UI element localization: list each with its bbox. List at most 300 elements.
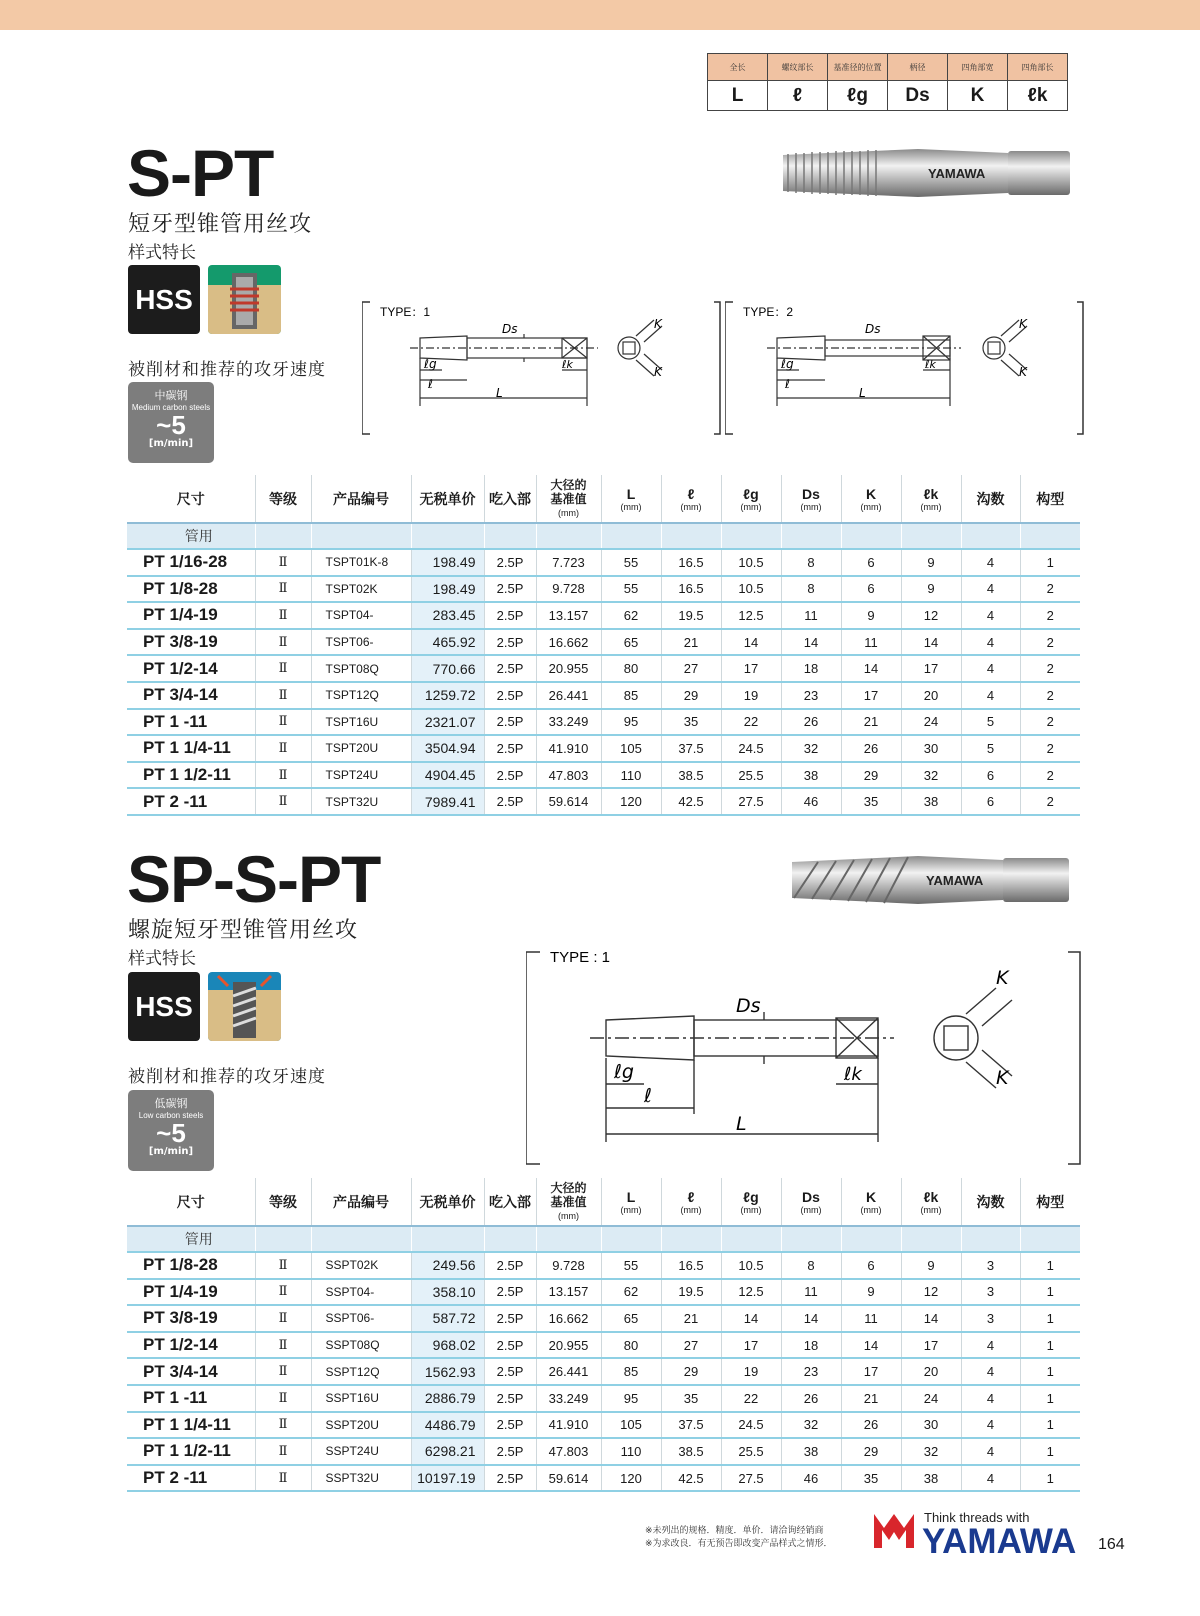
legend-symbol: ℓ: [768, 81, 828, 111]
th-unit: (mm): [740, 1204, 762, 1215]
cell-lk: 32: [901, 762, 961, 789]
cell-price: 358.10: [411, 1279, 484, 1306]
cell-K: 29: [841, 1438, 901, 1465]
cell-Ds: 18: [781, 1332, 841, 1359]
hss-badge: HSS: [128, 972, 200, 1041]
cell-price: 4486.79: [411, 1412, 484, 1439]
th-chamfer: 吃入部: [484, 1178, 536, 1226]
cell-chamfer: 2.5P: [484, 1465, 536, 1492]
th-Ds: [781, 475, 841, 523]
table-row: [127, 655, 1080, 682]
legend-header: 全长: [708, 54, 768, 81]
cell-grade: Ⅱ: [255, 788, 311, 815]
cell-type: 2: [1020, 629, 1080, 656]
cell-Ds: 46: [781, 1465, 841, 1492]
cell-type: 1: [1020, 549, 1080, 576]
legend-header: 基准径的位置: [828, 54, 888, 81]
cell-grade: Ⅱ: [255, 576, 311, 603]
cell-Ds: 26: [781, 1385, 841, 1412]
cell-l: 16.5: [661, 576, 721, 603]
cell-price: 198.49: [411, 576, 484, 603]
cell-l: 37.5: [661, 735, 721, 762]
cell-Ds: 8: [781, 576, 841, 603]
cell-l: 35: [661, 709, 721, 736]
cell-l: 21: [661, 1305, 721, 1332]
s-pt-spec-table: [127, 475, 1080, 816]
cell-grade: Ⅱ: [255, 682, 311, 709]
cell-size: PT 3/4-14: [127, 682, 255, 709]
group-cell: [841, 1226, 901, 1252]
table-row: [127, 1385, 1080, 1412]
page-number: 164: [1098, 1536, 1125, 1553]
cell-lk: 24: [901, 709, 961, 736]
cell-lk: 20: [901, 682, 961, 709]
cell-flutes: 4: [961, 1438, 1020, 1465]
cell-price: 770.66: [411, 655, 484, 682]
cell-lg: 27.5: [721, 1465, 781, 1492]
cell-l: 19.5: [661, 602, 721, 629]
footer-note: ※为求改良．有无预告即改变产品样式之情形．: [645, 1539, 833, 1549]
cell-chamfer: 2.5P: [484, 1252, 536, 1279]
speed-unit: [m/min]: [148, 1146, 194, 1157]
table-row: [127, 1279, 1080, 1306]
cell-type: 2: [1020, 655, 1080, 682]
sp-s-pt-spec-table: [127, 1178, 1080, 1492]
th-lg-label: ℓg: [743, 485, 759, 502]
cell-price: 283.45: [411, 602, 484, 629]
cell-type: 1: [1020, 1412, 1080, 1439]
section2-title: SP-S-PT: [127, 842, 381, 916]
th-unit: (mm): [920, 501, 942, 512]
type2-label: TYPE：2: [743, 305, 794, 319]
dim-lg: ℓg: [424, 357, 437, 371]
th-size: 尺寸: [127, 475, 255, 523]
section1-speed-label: 被削材和推荐的攻牙速度: [128, 360, 326, 380]
cell-lk: 20: [901, 1358, 961, 1385]
group-row: [127, 523, 1080, 549]
th-price: 无税单价: [411, 475, 484, 523]
dim-K: K: [1019, 317, 1027, 331]
cell-flutes: 6: [961, 788, 1020, 815]
cell-size: PT 2 -11: [127, 1465, 255, 1492]
th-lg: [721, 475, 781, 523]
cell-lg: 19: [721, 682, 781, 709]
cell-lg: 24.5: [721, 1412, 781, 1439]
cell-K: 26: [841, 1412, 901, 1439]
group-cell: [781, 1226, 841, 1252]
cell-flutes: 5: [961, 735, 1020, 762]
cell-Ds: 32: [781, 735, 841, 762]
cell-L: 65: [601, 629, 661, 656]
cell-price: 2886.79: [411, 1385, 484, 1412]
th-unit: (mm): [920, 1204, 942, 1215]
th-unit: (mm): [558, 507, 579, 518]
th-Ds-label: Ds: [802, 1188, 820, 1205]
cell-L: 110: [601, 762, 661, 789]
cell-lk: 12: [901, 1279, 961, 1306]
cell-grade: Ⅱ: [255, 1305, 311, 1332]
cell-size: PT 1/8-28: [127, 576, 255, 603]
type2-diagram: [725, 298, 1085, 438]
cell-type: 2: [1020, 788, 1080, 815]
cell-base-dia: 16.662: [536, 1305, 601, 1332]
cell-chamfer: 2.5P: [484, 576, 536, 603]
cell-Ds: 18: [781, 655, 841, 682]
cell-K: 21: [841, 1385, 901, 1412]
tool-brand-text: YAMAWA: [926, 873, 984, 888]
group-cell: [601, 1226, 661, 1252]
th-l-label: ℓ: [687, 1188, 695, 1205]
dim-l: ℓ: [785, 377, 790, 391]
cell-base-dia: 47.803: [536, 762, 601, 789]
legend-header: 螺纹部长: [768, 54, 828, 81]
section1-title: S-PT: [127, 136, 274, 210]
cell-lk: 17: [901, 655, 961, 682]
cell-Ds: 38: [781, 1438, 841, 1465]
cell-l: 38.5: [661, 1438, 721, 1465]
cell-size: PT 1 1/4-11: [127, 735, 255, 762]
cell-code: TSPT06-: [311, 629, 411, 656]
group-cell: [961, 1226, 1020, 1252]
cell-L: 62: [601, 1279, 661, 1306]
cell-lg: 12.5: [721, 602, 781, 629]
cell-lg: 10.5: [721, 576, 781, 603]
cell-L: 80: [601, 655, 661, 682]
th-K: [841, 475, 901, 523]
cell-type: 1: [1020, 1305, 1080, 1332]
cell-grade: Ⅱ: [255, 1252, 311, 1279]
th-lk-label: ℓk: [923, 1188, 939, 1205]
cell-L: 105: [601, 735, 661, 762]
cell-base-dia: 7.723: [536, 549, 601, 576]
cell-code: TSPT02K: [311, 576, 411, 603]
cell-size: PT 1 1/2-11: [127, 1438, 255, 1465]
cell-lg: 22: [721, 709, 781, 736]
cell-lk: 12: [901, 602, 961, 629]
cell-code: SSPT24U: [311, 1438, 411, 1465]
dim-l: ℓ: [644, 1085, 652, 1107]
cell-K: 17: [841, 682, 901, 709]
cell-base-dia: 13.157: [536, 1279, 601, 1306]
cell-chamfer: 2.5P: [484, 682, 536, 709]
table-row: [127, 788, 1080, 815]
cell-price: 1259.72: [411, 682, 484, 709]
cell-lg: 12.5: [721, 1279, 781, 1306]
th-K-label: K: [865, 485, 877, 502]
dim-K: K: [654, 317, 662, 331]
dim-lk: ℓk: [562, 358, 573, 371]
th-L: [601, 475, 661, 523]
speed-unit: [m/min]: [148, 438, 194, 449]
cell-l: 27: [661, 1332, 721, 1359]
cell-code: TSPT01K-8: [311, 549, 411, 576]
cell-K: 14: [841, 655, 901, 682]
section2-style: 样式特长: [128, 949, 196, 969]
cell-flutes: 4: [961, 682, 1020, 709]
cell-type: 1: [1020, 1279, 1080, 1306]
table-row: [127, 1412, 1080, 1439]
section1-subtitle: 短牙型锥管用丝攻: [128, 212, 313, 237]
cell-flutes: 4: [961, 576, 1020, 603]
cell-type: 2: [1020, 576, 1080, 603]
cell-K: 35: [841, 1465, 901, 1492]
cell-l: 29: [661, 682, 721, 709]
cell-price: 2321.07: [411, 709, 484, 736]
th-type: 构型: [1020, 1178, 1080, 1226]
th-base-dia: [536, 1178, 601, 1226]
th-unit: (mm): [740, 501, 762, 512]
table-row: [127, 1358, 1080, 1385]
cell-L: 85: [601, 682, 661, 709]
cell-size: PT 3/4-14: [127, 1358, 255, 1385]
cell-price: 465.92: [411, 629, 484, 656]
dim-K: K: [654, 365, 662, 379]
th-L-label: L: [626, 485, 636, 502]
cell-lk: 38: [901, 1465, 961, 1492]
cell-code: TSPT12Q: [311, 682, 411, 709]
cell-Ds: 11: [781, 602, 841, 629]
cell-chamfer: 2.5P: [484, 788, 536, 815]
cell-type: 1: [1020, 1438, 1080, 1465]
cell-grade: Ⅱ: [255, 1385, 311, 1412]
cell-lk: 24: [901, 1385, 961, 1412]
cell-size: PT 1 1/2-11: [127, 762, 255, 789]
dim-L: L: [736, 1113, 747, 1135]
th-L-label: L: [626, 1188, 636, 1205]
th-unit: (mm): [800, 1204, 822, 1215]
speed-material-en: Medium carbon steels: [131, 403, 211, 412]
cell-chamfer: 2.5P: [484, 1412, 536, 1439]
cell-chamfer: 2.5P: [484, 1385, 536, 1412]
cell-price: 968.02: [411, 1332, 484, 1359]
cell-L: 110: [601, 1438, 661, 1465]
cell-lg: 14: [721, 629, 781, 656]
cell-l: 38.5: [661, 762, 721, 789]
group-cell: [1020, 1226, 1080, 1252]
cell-type: 2: [1020, 682, 1080, 709]
cell-chamfer: 2.5P: [484, 1305, 536, 1332]
cell-grade: Ⅱ: [255, 1358, 311, 1385]
cell-code: TSPT16U: [311, 709, 411, 736]
dim-l: ℓ: [428, 377, 433, 391]
cell-flutes: 4: [961, 1412, 1020, 1439]
cell-grade: Ⅱ: [255, 1412, 311, 1439]
cell-base-dia: 33.249: [536, 709, 601, 736]
section2-speed-badge: [128, 1090, 214, 1171]
cell-lk: 32: [901, 1438, 961, 1465]
cell-grade: Ⅱ: [255, 1438, 311, 1465]
cell-size: PT 1/16-28: [127, 549, 255, 576]
sp-type1-diagram: [526, 948, 1082, 1168]
cell-flutes: 4: [961, 1358, 1020, 1385]
th-flutes: 沟数: [961, 1178, 1020, 1226]
cell-size: PT 1/4-19: [127, 1279, 255, 1306]
cell-size: PT 1/4-19: [127, 602, 255, 629]
th-base-dia-1: 大径的: [550, 1180, 587, 1195]
cell-size: PT 3/8-19: [127, 629, 255, 656]
cell-L: 105: [601, 1412, 661, 1439]
th-code: 产品编号: [311, 475, 411, 523]
th-price: 无税单价: [411, 1178, 484, 1226]
th-unit: (mm): [860, 501, 882, 512]
cell-L: 85: [601, 1358, 661, 1385]
group-cell: [781, 523, 841, 549]
th-Ds-label: Ds: [802, 485, 820, 502]
legend-symbol: Ds: [888, 81, 948, 111]
cell-K: 14: [841, 1332, 901, 1359]
cell-flutes: 3: [961, 1252, 1020, 1279]
group-cell: [411, 1226, 484, 1252]
cell-chamfer: 2.5P: [484, 762, 536, 789]
cell-size: PT 1 1/4-11: [127, 1412, 255, 1439]
cell-chamfer: 2.5P: [484, 735, 536, 762]
cell-lg: 17: [721, 1332, 781, 1359]
dim-lg: ℓg: [614, 1061, 634, 1083]
cell-base-dia: 16.662: [536, 629, 601, 656]
group-cell: [721, 1226, 781, 1252]
cell-base-dia: 59.614: [536, 1465, 601, 1492]
cell-price: 10197.19: [411, 1465, 484, 1492]
th-lk-label: ℓk: [923, 485, 939, 502]
cell-K: 9: [841, 1279, 901, 1306]
cell-l: 42.5: [661, 788, 721, 815]
th-base-dia-2: 基准值: [550, 1194, 587, 1209]
cell-code: SSPT32U: [311, 1465, 411, 1492]
th-K-label: K: [865, 1188, 877, 1205]
group-row: [127, 1226, 1080, 1252]
sp-s-pt-tap-image: [788, 852, 1073, 908]
cell-l: 16.5: [661, 1252, 721, 1279]
th-lk: [901, 475, 961, 523]
section2-speed-label: 被削材和推荐的攻牙速度: [128, 1067, 326, 1087]
cell-K: 29: [841, 762, 901, 789]
cell-flutes: 5: [961, 709, 1020, 736]
cell-price: 6298.21: [411, 1438, 484, 1465]
cell-code: SSPT08Q: [311, 1332, 411, 1359]
th-base-dia-1: 大径的: [550, 477, 587, 492]
dim-K: K: [996, 967, 1009, 989]
group-cell: [901, 523, 961, 549]
cell-chamfer: 2.5P: [484, 709, 536, 736]
footer-note: ※未列出的规格．精度．单价．请洽询经销商: [645, 1526, 824, 1536]
cell-K: 6: [841, 576, 901, 603]
cell-grade: Ⅱ: [255, 1279, 311, 1306]
footer-brand: YAMAWA: [922, 1522, 1077, 1561]
cell-Ds: 23: [781, 1358, 841, 1385]
cell-flutes: 4: [961, 1385, 1020, 1412]
cell-Ds: 11: [781, 1279, 841, 1306]
section1-style: 样式特长: [128, 243, 196, 263]
cell-l: 42.5: [661, 1465, 721, 1492]
cell-price: 1562.93: [411, 1358, 484, 1385]
cell-L: 55: [601, 576, 661, 603]
cell-code: TSPT20U: [311, 735, 411, 762]
cell-L: 95: [601, 709, 661, 736]
cell-type: 1: [1020, 1332, 1080, 1359]
legend-header: 四角部宽: [948, 54, 1008, 81]
type1-label: TYPE：1: [380, 305, 431, 319]
cell-L: 65: [601, 1305, 661, 1332]
th-chamfer: 吃入部: [484, 475, 536, 523]
cell-size: PT 1 -11: [127, 709, 255, 736]
cell-code: SSPT12Q: [311, 1358, 411, 1385]
cell-base-dia: 26.441: [536, 682, 601, 709]
group-cell: [536, 523, 601, 549]
cell-type: 1: [1020, 1465, 1080, 1492]
cell-chamfer: 2.5P: [484, 1358, 536, 1385]
cell-code: TSPT04-: [311, 602, 411, 629]
legend-symbol: L: [708, 81, 768, 111]
th-lg: [721, 1178, 781, 1226]
cell-K: 11: [841, 629, 901, 656]
cell-type: 2: [1020, 709, 1080, 736]
cell-l: 19.5: [661, 1279, 721, 1306]
cell-Ds: 14: [781, 629, 841, 656]
cell-Ds: 32: [781, 1412, 841, 1439]
cell-lk: 14: [901, 629, 961, 656]
th-code: 产品编号: [311, 1178, 411, 1226]
cell-grade: Ⅱ: [255, 709, 311, 736]
s-pt-tap-image: [778, 145, 1073, 201]
cell-flutes: 4: [961, 1332, 1020, 1359]
cell-chamfer: 2.5P: [484, 549, 536, 576]
cell-grade: Ⅱ: [255, 1465, 311, 1492]
footer-tagline: Think threads with: [924, 1510, 1030, 1525]
cell-size: PT 3/8-19: [127, 1305, 255, 1332]
cell-base-dia: 47.803: [536, 1438, 601, 1465]
group-cell: [536, 1226, 601, 1252]
dim-ds: Ds: [865, 322, 881, 336]
cell-l: 16.5: [661, 549, 721, 576]
speed-value: ~5: [156, 1118, 186, 1148]
cell-l: 37.5: [661, 1412, 721, 1439]
legend-header: 柄径: [888, 54, 948, 81]
cell-flutes: 3: [961, 1305, 1020, 1332]
group-cell: [311, 1226, 411, 1252]
dim-K: K: [996, 1067, 1009, 1089]
cell-l: 21: [661, 629, 721, 656]
cell-l: 35: [661, 1385, 721, 1412]
table-row: [127, 1332, 1080, 1359]
th-unit: (mm): [620, 1204, 642, 1215]
cell-code: TSPT24U: [311, 762, 411, 789]
cell-L: 120: [601, 1465, 661, 1492]
cell-chamfer: 2.5P: [484, 602, 536, 629]
cell-base-dia: 20.955: [536, 1332, 601, 1359]
cell-lg: 25.5: [721, 1438, 781, 1465]
legend-symbol: ℓg: [828, 81, 888, 111]
table-row: [127, 549, 1080, 576]
speed-value: ~5: [156, 410, 186, 440]
cell-code: TSPT32U: [311, 788, 411, 815]
cell-l: 27: [661, 655, 721, 682]
dim-lg: ℓg: [781, 357, 794, 371]
cell-lg: 10.5: [721, 1252, 781, 1279]
cell-lg: 10.5: [721, 549, 781, 576]
table-row: [127, 1465, 1080, 1492]
cell-K: 21: [841, 709, 901, 736]
cell-flutes: 4: [961, 655, 1020, 682]
top-color-bar: [0, 0, 1200, 30]
speed-material-cn: 中碳钢: [154, 389, 188, 402]
cell-grade: Ⅱ: [255, 762, 311, 789]
cell-flutes: 6: [961, 762, 1020, 789]
th-unit: (mm): [800, 501, 822, 512]
cell-price: 587.72: [411, 1305, 484, 1332]
cell-lk: 14: [901, 1305, 961, 1332]
cell-Ds: 8: [781, 549, 841, 576]
cell-K: 11: [841, 1305, 901, 1332]
